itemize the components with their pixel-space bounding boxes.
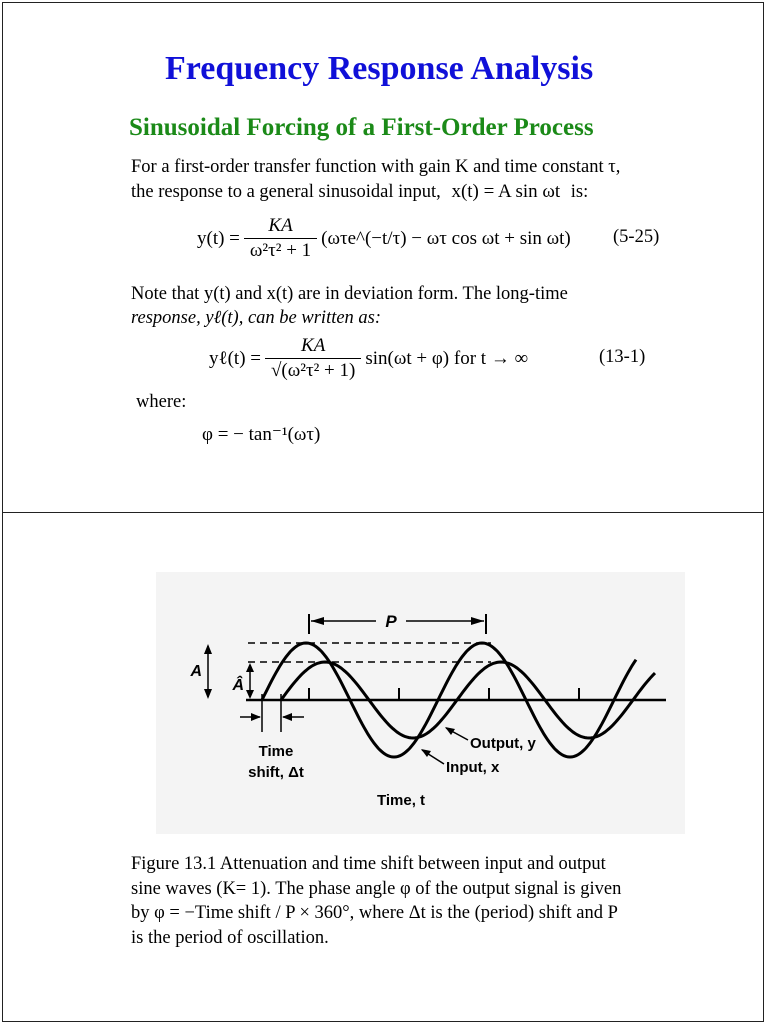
equation-phase-angle: φ = − tan⁻¹(ωτ) [202, 424, 321, 445]
time-shift-label-2: shift, Δt [248, 764, 304, 781]
period-label: P [385, 612, 397, 631]
sine-wave-diagram [156, 572, 685, 834]
amplitude-arrowhead-top [204, 644, 212, 654]
equation-5-25 [197, 215, 571, 262]
eq2-lhs: yℓ(t) = [209, 347, 261, 369]
input-leader-arrowhead [421, 749, 431, 757]
page-title: Frequency Response Analysis [165, 50, 594, 87]
attenuated-amplitude-label: Â [232, 677, 244, 694]
section-subtitle: Sinusoidal Forcing of a First-Order Process [129, 114, 594, 141]
eq2-number: (13-1) [599, 347, 646, 367]
amplitude-arrowhead-bottom [204, 689, 212, 699]
intro-is: is: [570, 182, 589, 202]
eq2-rhs: sin(ωt + φ) for t → ∞ [365, 347, 529, 369]
intro-line-2 [131, 181, 588, 203]
eq2-denominator: √(ω²τ² + 1) [265, 358, 361, 382]
caption-line-1: Figure 13.1 Attenuation and time shift between input and output [131, 854, 606, 874]
attenuated-arrowhead-bottom [246, 690, 254, 699]
eq2-fraction [265, 335, 361, 382]
caption-line-2: sine waves (K= 1). The phase angle φ of the output signal is given [131, 878, 622, 899]
period-arrowhead-right [471, 617, 484, 625]
time-axis-label: Time, t [376, 792, 426, 809]
note-line-1: Note that y(t) and x(t) are in deviation form. The long-time [131, 284, 568, 304]
eq1-number: (5-25) [613, 227, 660, 247]
equation-13-1 [209, 335, 528, 382]
period-arrowhead-left [311, 617, 324, 625]
eq1-denominator: ω²τ² + 1 [244, 238, 317, 262]
intro-line-2-text: the response to a general sinusoidal input, [131, 182, 441, 202]
slide-frequency-response [2, 2, 764, 513]
input-equation: x(t) = A sin ωt [451, 181, 561, 202]
input-label: Input, x [446, 759, 500, 776]
eq1-numerator: KA [268, 215, 293, 236]
amplitude-label: A [190, 663, 202, 680]
where-label: where: [136, 392, 187, 412]
figure-13-1 [156, 572, 685, 834]
output-label: Output, y [470, 735, 536, 752]
caption-line-3: by φ = −Time shift / P × 360°, where Δt is the (period) shift and P [131, 903, 618, 923]
eq1-fraction [244, 215, 317, 262]
output-leader-arrowhead [445, 727, 455, 735]
slide-figure [2, 512, 764, 1022]
note-line-2: response, yℓ(t), can be written as: [131, 308, 382, 328]
time-shift-label-1: Time [258, 743, 294, 760]
eq1-rhs: (ωτe^(−t/τ) − ωτ cos ωt + sin ωt) [321, 227, 571, 249]
attenuated-arrowhead-top [246, 663, 254, 672]
time-shift-arrowhead-right [282, 713, 292, 721]
figure-caption [131, 852, 711, 950]
caption-line-4: is the period of oscillation. [131, 927, 329, 948]
eq2-numerator: KA [301, 335, 326, 356]
time-shift-arrowhead-left [251, 713, 261, 721]
intro-line-1: For a first-order transfer function with gain K and time constant τ, [131, 157, 621, 177]
eq1-lhs: y(t) = [197, 227, 240, 249]
